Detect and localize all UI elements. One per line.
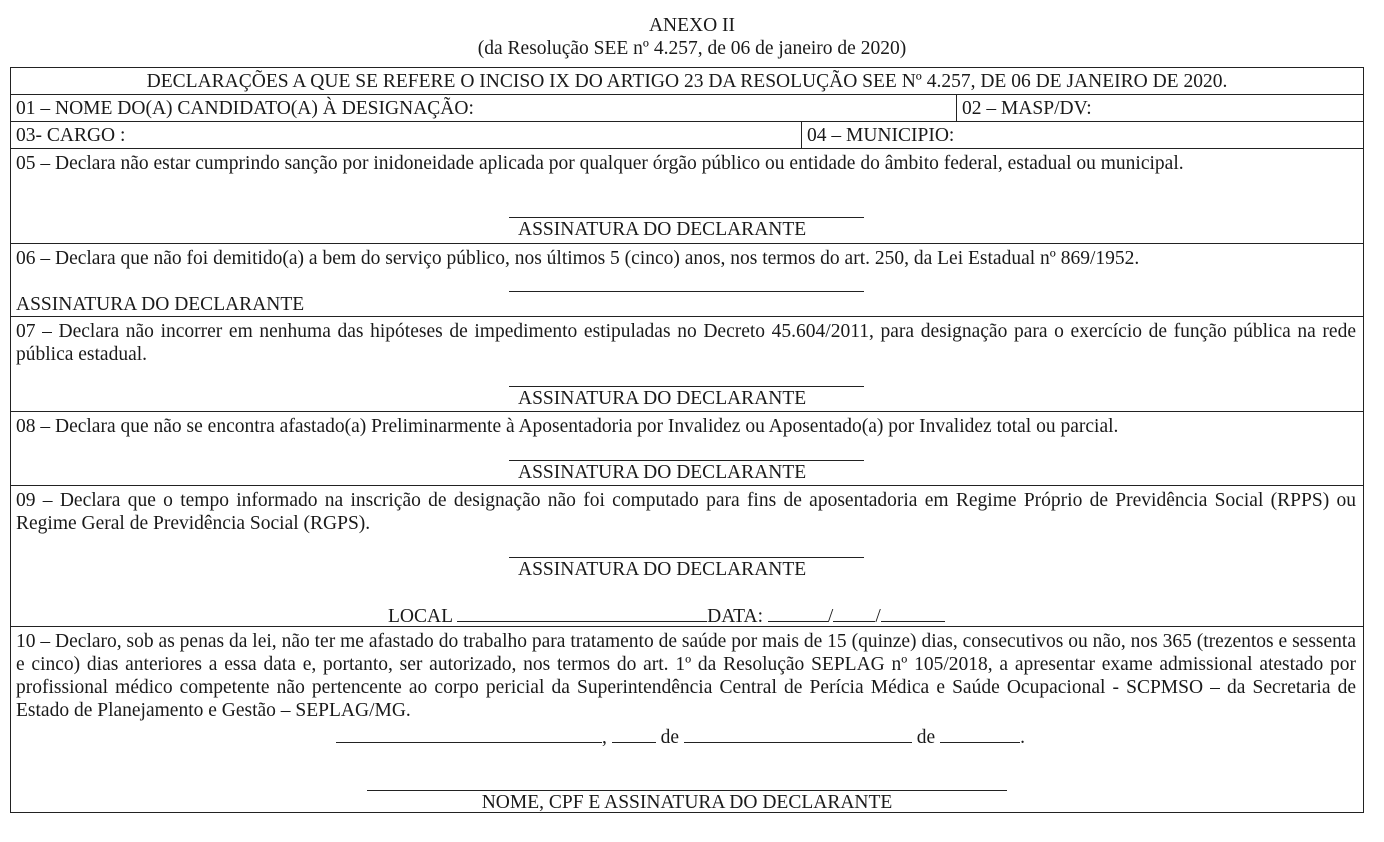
date-label: DATA: <box>707 606 764 627</box>
declaration-form <box>10 67 1364 813</box>
cargo-field[interactable]: 03- CARGO : <box>16 125 126 146</box>
place-comma: , <box>602 727 607 748</box>
day-input-line[interactable] <box>612 723 656 743</box>
month-input-line[interactable] <box>684 723 912 743</box>
local-input-line[interactable] <box>457 602 707 622</box>
signature-label-08: ASSINATURA DO DECLARANTE <box>518 462 807 483</box>
local-date-line <box>388 602 945 628</box>
final-signature-label: NOME, CPF E ASSINATURA DO DECLARANTE <box>481 792 893 813</box>
declaration-10 <box>11 627 1363 814</box>
declaration-05-text: 05 – Declara não estar cumprindo sanção por inidoneidade aplicada por qualquer órgão público ou entidade do âmbito federal, estadual ou municipal. <box>16 153 1184 174</box>
form-heading: DECLARAÇÕES A QUE SE REFERE O INCISO IX DO ARTIGO 23 DA RESOLUÇÃO SEE Nº 4.257, DE 06 DE JANEIRO DE 2020. <box>146 71 1228 92</box>
declaration-09-text: 09 – Declara que o tempo informado na inscrição de designação não foi computado para fins de aposentadoria em Regime Próprio de Previdência Social (RPPS) ou Regime Geral de Previdência Social (RGPS). <box>16 490 1356 534</box>
declaration-06-text: 06 – Declara que não foi demitido(a) a bem do serviço público, nos últimos 5 (cinco) anos, nos termos do art. 250, da Lei Estadual nº 869/1952. <box>16 248 1140 269</box>
municipio-field[interactable]: 04 – MUNICIPIO: <box>801 122 1363 148</box>
masp-dv-field[interactable]: 02 – MASP/DV: <box>956 95 1363 121</box>
date-separator-2: / <box>875 606 881 627</box>
place-date-line <box>336 723 1025 749</box>
cargo-row <box>11 122 1363 149</box>
date-year-line[interactable] <box>881 602 945 622</box>
declaration-08-text: 08 – Declara que não se encontra afastado(a) Preliminarmente à Aposentadoria por Invalidez ou Aposentado(a) por Invalidez total ou parcial. <box>16 416 1119 437</box>
date-month-line[interactable] <box>833 602 875 622</box>
declaration-07 <box>11 317 1363 412</box>
place-input-line[interactable] <box>336 723 602 743</box>
annex-title: ANEXO II <box>648 15 736 36</box>
period: . <box>1020 727 1025 748</box>
declaration-08 <box>11 412 1363 486</box>
form-heading-row <box>11 68 1363 95</box>
year-input-line[interactable] <box>940 723 1020 743</box>
declaration-06 <box>11 244 1363 317</box>
signature-line-06[interactable] <box>509 291 864 292</box>
annex-subtitle: (da Resolução SEE nº 4.257, de 06 de janeiro de 2020) <box>477 38 907 59</box>
signature-label-09: ASSINATURA DO DECLARANTE <box>518 559 807 580</box>
signature-label-07: ASSINATURA DO DECLARANTE <box>518 388 807 409</box>
declaration-07-text: 07 – Declara não incorrer em nenhuma das hipóteses de impedimento estipuladas no Decreto 45.604/2011, para designação para o exercício de função pública na rede pública estadual. <box>16 321 1356 365</box>
de-label-2: de <box>916 727 936 748</box>
date-separator-1: / <box>827 606 834 627</box>
candidate-row <box>11 95 1363 122</box>
signature-label-05: ASSINATURA DO DECLARANTE <box>518 219 807 240</box>
candidate-name-field[interactable]: 01 – NOME DO(A) CANDIDATO(A) À DESIGNAÇÃO: <box>16 98 474 119</box>
local-label: LOCAL <box>388 606 453 627</box>
declaration-10-text: 10 – Declaro, sob as penas da lei, não ter me afastado do trabalho para tratamento de saúde por mais de 15 (quinze) dias, consecutivos ou não, nos 365 (trezentos e sessenta e cinco) dias anteriores a essa data e, portanto, ser autorizado, nos termos do art. 1º da Resolução SEPLAG nº 105/2018, a apresentar exame admissional atestado por profissional médico competente não pertencente ao corpo pericial da Superintendência Central de Perícia Médica e Saúde Ocupacional - SCPMSO – da Secretaria de Estado de Planejamento e Gestão – SEPLAG/MG. <box>16 631 1356 721</box>
declaration-09 <box>11 486 1363 627</box>
date-day-line[interactable] <box>768 602 828 622</box>
signature-label-06: ASSINATURA DO DECLARANTE <box>16 294 305 315</box>
declaration-05 <box>11 149 1363 244</box>
de-label-1: de <box>660 727 680 748</box>
